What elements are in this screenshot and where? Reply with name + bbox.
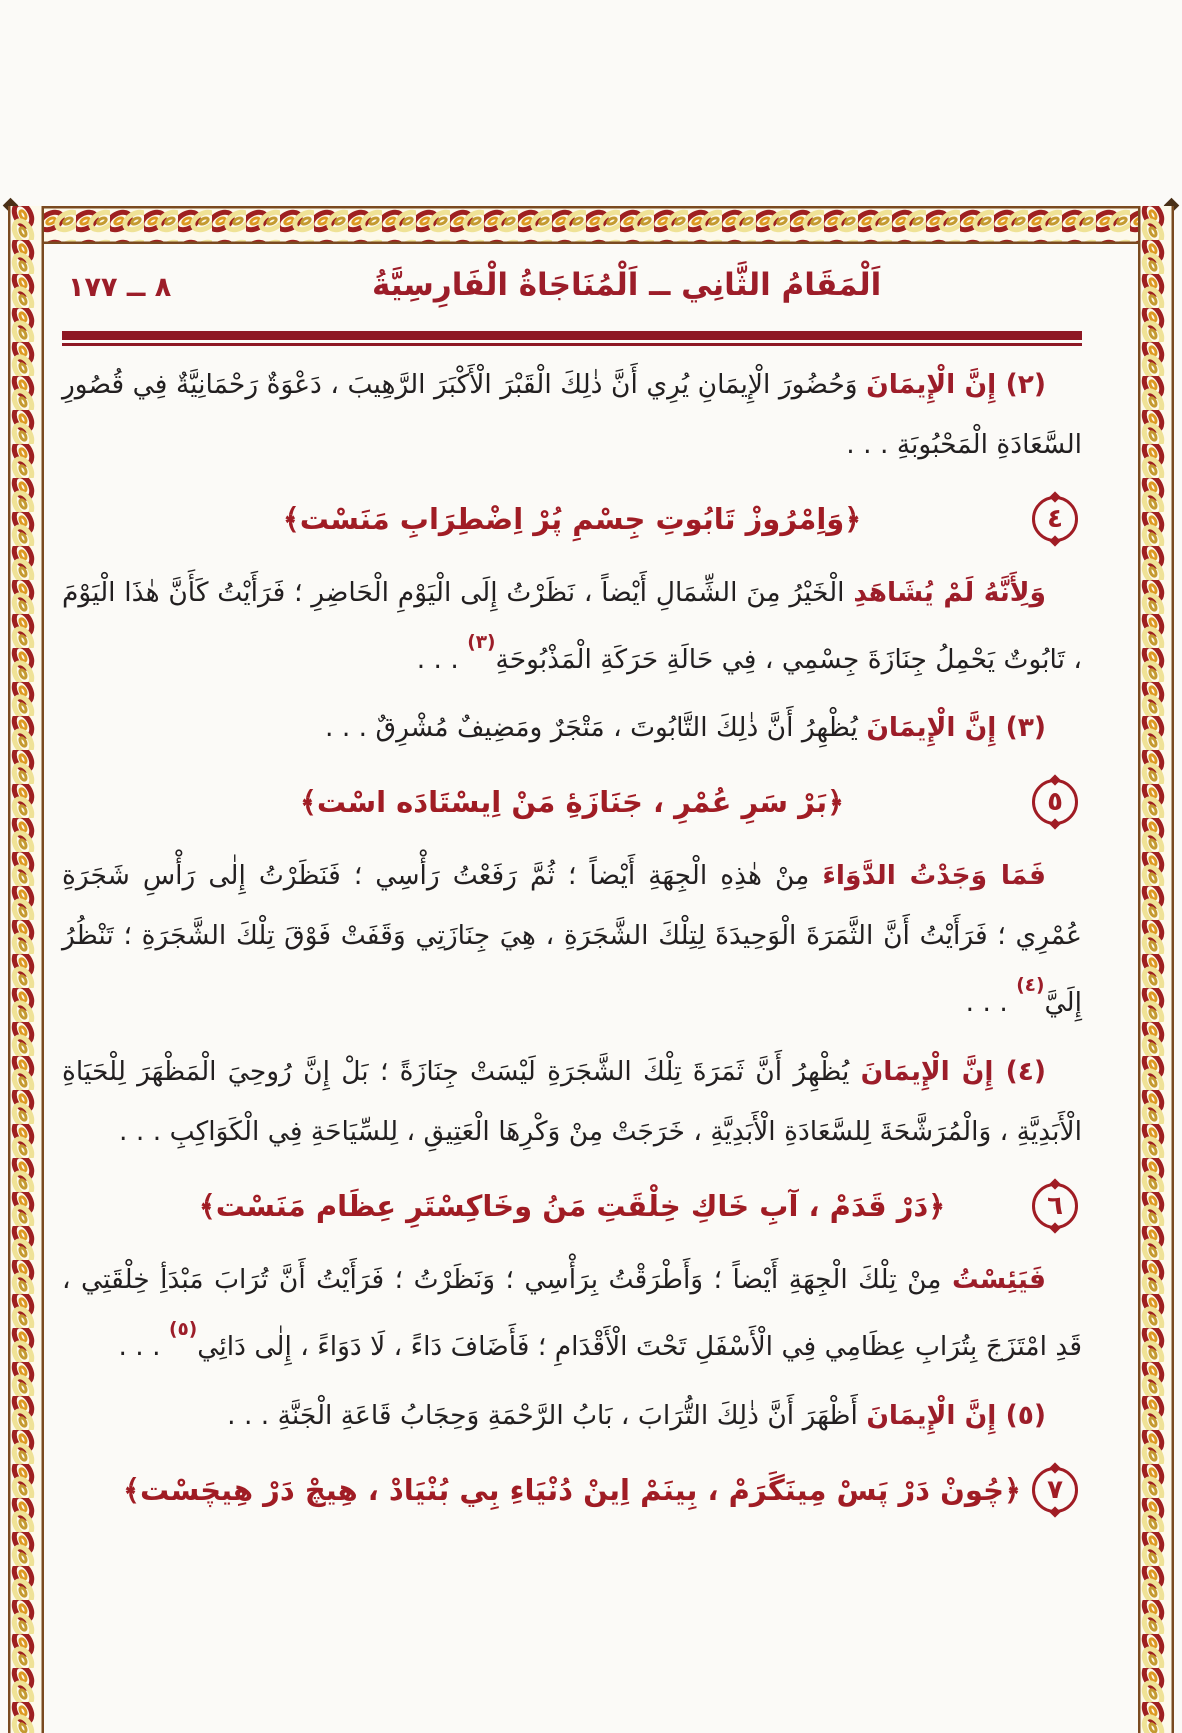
divider-thin-line [62,343,1082,346]
page-header [62,206,1082,309]
paragraph-lead: وَلِأَنَّهُ لَمْ يُشَاهَدِ [853,576,1046,608]
paragraph-5 [62,1386,1082,1446]
footnote-marker: (٥) [169,1319,198,1341]
paragraph-2 [62,355,1082,475]
paragraph-tail: . . . [416,643,468,675]
divider-thick-line [62,331,1082,340]
verse-line-7 [62,1458,1082,1522]
paragraph-body: يُظْهِرُ أَنَّ ذٰلِكَ التَّابُوتَ ، مَتْجَرٌ ومَضِيفٌ مُشْرِقٌ . . . [324,712,858,744]
paragraph-tail: . . . [118,1330,169,1362]
verse-text: ﴿وَاِمْرُوزْ تَابُوتِ جِسْمِ پُرْ اِضْطِرَابِ مَنَسْت﴾ [282,501,862,536]
paragraph-body: أَظْهَرَ أَنَّ ذٰلِكَ التُّرَابَ ، بَابُ الرَّحْمَةِ وَحِجَابُ قَاعَةِ الْجَنَّةِ . . . [227,1399,858,1431]
paragraph-tree [62,846,1082,1033]
paragraph-body: وَحُضُورَ الْإِيمَانِ يُرِي أَنَّ ذٰلِكَ الْقَبْرَ الْأَكْبَرَ الرَّهِيبَ ، دَعْوَةٌ رَحْمَانِيَّةٌ فِي قُصُورِ السَّعَادَةِ الْمَحْبُوبَةِ . . . [62,368,1082,460]
footnote-marker: (٤) [1016,975,1045,997]
verse-number-badge: ٦ [1032,1183,1078,1229]
verse-line-5 [62,770,1082,834]
paragraph-lead: (٣) إِنَّ الْإِيمَانَ [866,712,1046,744]
paragraph-3 [62,698,1082,758]
paragraph-4 [62,1042,1082,1162]
paragraph-dust [62,1250,1082,1377]
paragraph-lead: (٥) إِنَّ الْإِيمَانَ [866,1399,1046,1431]
header-divider [62,331,1082,346]
paragraph-lead: (٤) إِنَّ الْإِيمَانَ [860,1056,1046,1088]
frame-border-right [1138,206,1174,1733]
verse-number-badge: ٥ [1032,779,1078,825]
paragraph-tail: . . . [965,987,1017,1019]
verse-text: ﴿چُونْ دَرْ پَسْ مِينَگَرَمْ ، بِينَمْ اِينْ دُنْيَاءِ بِي بُنْيَادْ ، هِيچْ دَرْ هِيچَسْت﴾ [123,1472,1021,1507]
paragraph-body: مِنْ تِلْكَ الْجِهَةِ أَيْضاً ؛ وَأَطْرَقْتُ بِرَأْسِي ؛ وَنَظَرْتُ ؛ فَرَأَيْتُ أَنَّ تُرَابَ مَبْدَأِ خِلْقَتِي ، قَدِ امْتَزَجَ بِتُرَابِ عِظَامِي فِي الْأَسْفَلِ تَحْتَ الْأَقْدَامِ ؛ فَأَضَافَ دَاءً ، لَا دَوَاءً ، إِلٰى دَائِي [62,1264,1082,1362]
verse-line-6 [62,1174,1082,1238]
paragraph-coffin [62,563,1082,690]
frame-border-left [8,206,44,1733]
page-content [62,206,1082,1534]
paragraph-lead: فَيَئِسْتُ [951,1264,1046,1296]
paragraph-lead: فَمَا وَجَدْتُ الدَّوَاءَ [822,860,1046,892]
verse-number-badge: ٧ [1032,1467,1078,1513]
page-title: اَلْمَقَامُ الثَّانِي ــ اَلْمُنَاجَاةُ الْفَارِسِيَّةُ [371,267,882,303]
verse-number-badge: ٤ [1032,496,1078,542]
paragraph-body: الْخَيْرُ مِنَ الشِّمَالِ أَيْضاً ، نَظَرْتُ إِلَى الْيَوْمِ الْحَاضِرِ ؛ فَرَأَيْتُ كَأَنَّ هٰذَا الْيَوْمَ ، تَابُوتٌ يَحْمِلُ جِنَازَةَ جِسْمِي ، فِي حَالَةِ حَرَكَةِ الْمَذْبُوحَةِ [62,576,1082,675]
paragraph-body: مِنْ هٰذِهِ الْجِهَةِ أَيْضاً ؛ ثُمَّ رَفَعْتُ رَأْسِي ؛ فَنَظَرْتُ إِلٰى رَأْسِ شَجَرَةِ عُمْرِي ؛ فَرَأَيْتُ أَنَّ الثَّمَرَةَ الْوَحِيدَةَ لِتِلْكَ الشَّجَرَةِ ، هِيَ جِنَازَتِي وَقَفَتْ فَوْقَ تِلْكَ الشَّجَرَةِ ؛ تَنْظُرُ إِلَيَّ [62,860,1082,1019]
verse-text: ﴿دَرْ قَدَمْ ، آبِ خَاكِ خِلْقَتِ مَنُ وخَاكِسْتَرِ عِظَام مَنَسْت﴾ [198,1189,946,1224]
paragraph-lead: (٢) إِنَّ الْإِيمَانَ [866,368,1046,400]
paragraph-body: يُظْهِرُ أَنَّ ثَمَرَةَ تِلْكَ الشَّجَرَةِ لَيْسَتْ جِنَازَةً ؛ بَلْ إِنَّ رُوحِيَ الْمَظْهَرَ لِلْحَيَاةِ الْأَبَدِيَّةِ ، وَالْمُرَشَّحَةَ لِلسَّعَادَةِ الْأَبَدِيَّةِ ، خَرَجَتْ مِنْ وَكْرِهَا الْعَتِيقِ ، لِلسِّيَاحَةِ فِي الْكَوَاكِبِ . . . [62,1056,1082,1148]
verse-text: ﴿بَرْ سَرِ عُمْرِ ، جَنَازَۀِ مَنْ اِيسْتَادَه اسْت﴾ [299,785,845,820]
verse-line-4 [62,487,1082,551]
page-number: ٨ ــ ١٧٧ [68,272,172,303]
footnote-marker: (٣) [467,631,496,653]
